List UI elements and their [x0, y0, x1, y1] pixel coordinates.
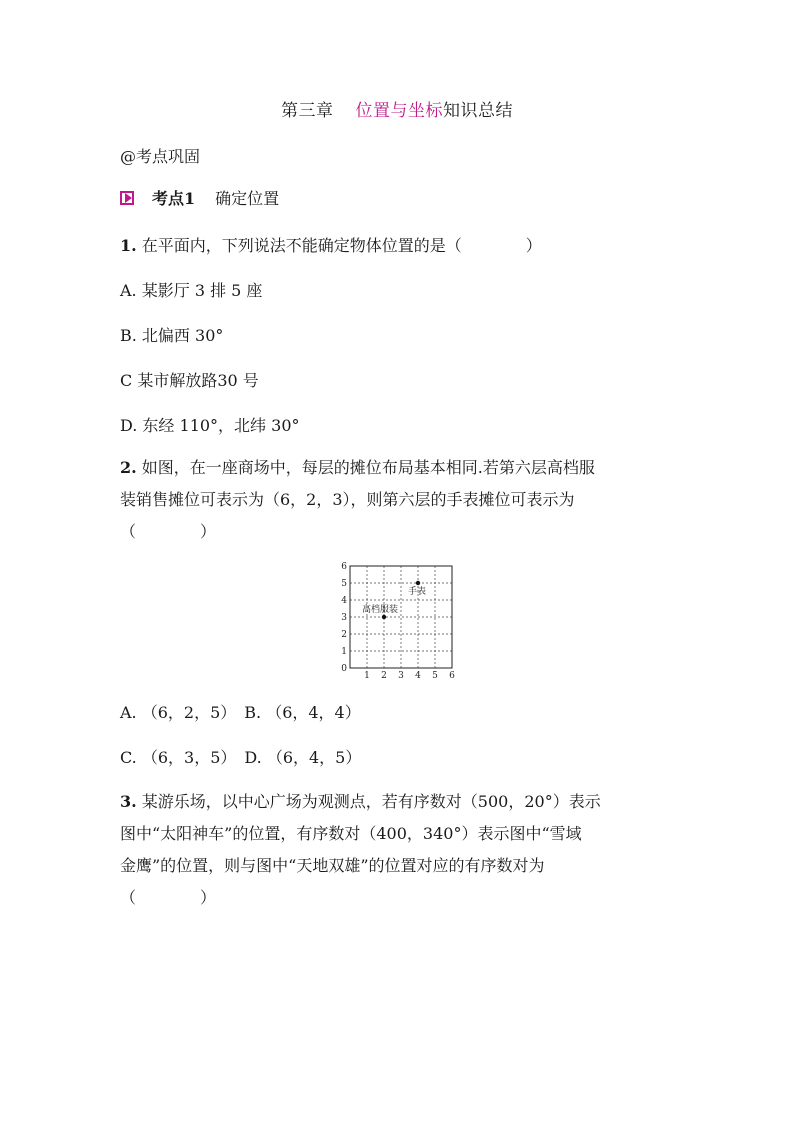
y-tick-label: 1: [341, 647, 347, 657]
q3-line1: [120, 786, 680, 818]
point-label: 高档服装: [362, 605, 399, 615]
q2-stem: [120, 452, 680, 548]
topic-name: 确定位置: [215, 189, 280, 208]
q1-option-c: C 某市解放路30 号: [120, 371, 259, 390]
q2-options-row1: A. （6，2，5） B. （6，4，4）: [120, 703, 361, 722]
q3-line3: 金鹰”的位置，则与图中“天地双雄”的位置对应的有序数对为: [120, 856, 545, 875]
x-tick-label: 4: [415, 671, 421, 680]
grid-point: [382, 615, 386, 619]
q2-stem-line1: [120, 452, 680, 484]
q1-number: 1.: [120, 236, 137, 255]
q1-option-a: A. 某影厅 3 排 5 座: [120, 281, 263, 300]
section-label: @考点巩固: [120, 147, 201, 166]
q2-options-row2: C. （6，3，5） D. （6，4，5）: [120, 748, 362, 767]
grid-frame: [350, 566, 452, 668]
x-tick-label: 3: [398, 671, 404, 680]
title-prefix: 第三章: [281, 101, 334, 121]
y-tick-label: 3: [341, 613, 347, 623]
q3-stem: [120, 786, 680, 914]
y-tick-label: 5: [341, 579, 347, 589]
q3-number: 3.: [120, 792, 137, 811]
q2-number: 2.: [120, 458, 137, 477]
x-tick-label: 1: [364, 671, 370, 680]
q2-stem-line2: 装销售摊位可表示为（6，2，3），则第六层的手表摊位可表示为: [120, 490, 575, 509]
q3-line4: （ ）: [120, 888, 217, 907]
topic-heading: [120, 186, 279, 209]
grid-point: [416, 581, 420, 585]
q1-option-d: D. 东经 110°，北纬 30°: [120, 416, 300, 435]
q2-grid-figure: [330, 560, 470, 680]
q2-text-1: 如图，在一座商场中，每层的摊位布局基本相同.若第六层高档服: [136, 458, 595, 477]
x-tick-label: 2: [381, 671, 387, 680]
y-tick-label: 2: [341, 630, 347, 640]
x-tick-label: 5: [432, 671, 438, 680]
q1-stem: [120, 233, 542, 256]
q1-option-b: B. 北偏西 30°: [120, 326, 224, 345]
y-tick-label: 0: [341, 664, 347, 674]
chapter-title: [0, 96, 794, 121]
q1-text: 在平面内，下列说法不能确定物体位置的是（ ）: [136, 236, 542, 255]
y-tick-label: 6: [341, 562, 347, 572]
q2-stem-line3: （ ）: [120, 522, 217, 541]
title-suffix: 知识总结: [443, 101, 513, 121]
q3-text-1: 某游乐场，以中心广场为观测点，若有序数对（500，20°）表示: [136, 792, 601, 811]
x-tick-label: 6: [449, 671, 455, 680]
title-highlight: 位置与坐标: [355, 101, 443, 121]
q3-line2: 图中“太阳神车”的位置，有序数对（400，340°）表示图中“雪域: [120, 824, 582, 843]
point-label: 手表: [408, 587, 427, 597]
y-tick-label: 4: [341, 596, 347, 606]
play-triangle-icon: [120, 191, 134, 205]
topic-label: 考点1: [152, 189, 196, 208]
